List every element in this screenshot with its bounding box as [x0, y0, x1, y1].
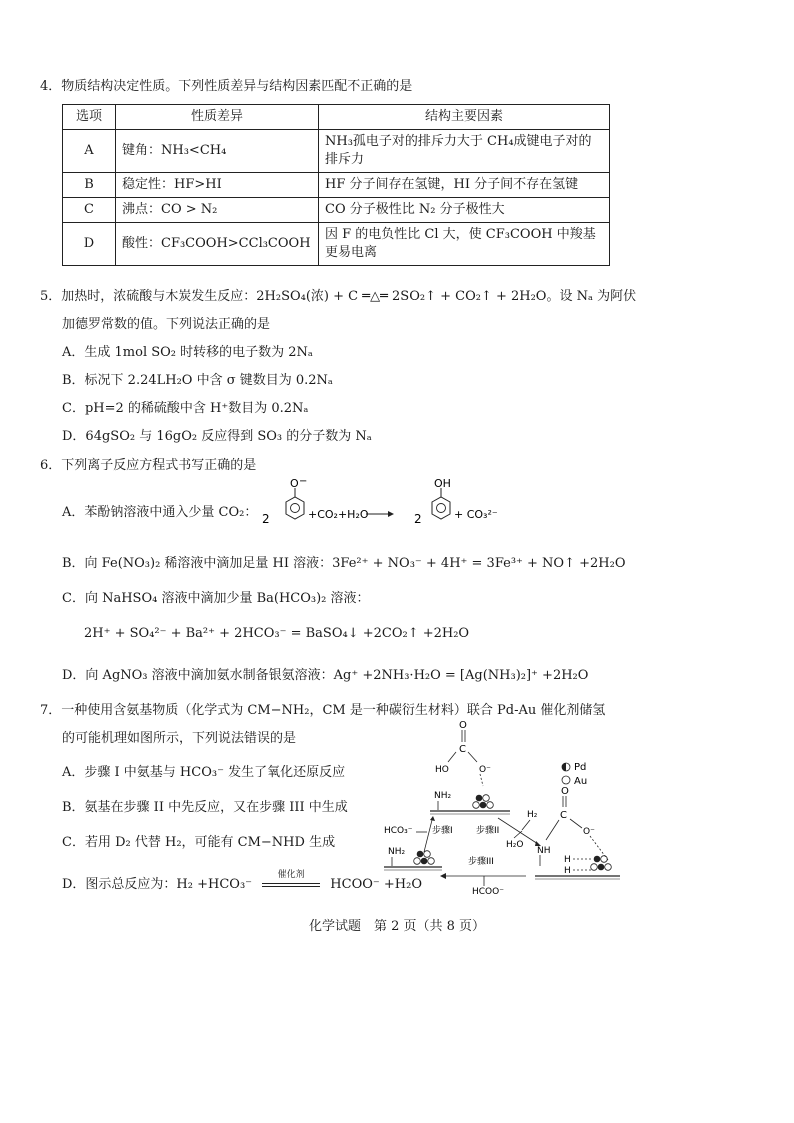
svg-text:O: O [290, 478, 299, 490]
row-reason: CO 分子极性比 N₂ 分子极性大 [319, 198, 610, 223]
row-difference: 稳定性：HF>HI [116, 173, 319, 198]
header-option: 选项 [63, 105, 116, 130]
row-option: C [63, 198, 116, 223]
svg-text:步骤II: 步骤II [476, 826, 500, 836]
q7-stem-line1: 7．一种使用含氨基物质（化学式为 CM−NH₂，CM 是一种碳衍生材料）联合 Pd-Au 催化剂储氢 [40, 703, 606, 718]
svg-text:NH: NH [537, 846, 551, 856]
row-reason: 因 F 的电负性比 Cl 大，使 CF₃COOH 中羧基更易电离 [319, 223, 610, 266]
svg-text:Au: Au [574, 776, 588, 787]
svg-text:O: O [459, 720, 467, 731]
q6-option-a: A．苯酚钠溶液中通入少量 CO₂： [62, 505, 258, 520]
svg-text:HCOO⁻: HCOO⁻ [472, 887, 504, 896]
catalyst-label: 催化剂 [277, 869, 305, 880]
table-header-row [63, 105, 610, 130]
svg-text:步骤I: 步骤I [432, 826, 453, 836]
svg-text:O: O [561, 786, 569, 797]
svg-text:HCO₃⁻: HCO₃⁻ [384, 826, 413, 836]
phenoxide-reaction-diagram [262, 478, 522, 538]
mechanism-diagram [380, 716, 630, 896]
row-difference: 沸点：CO > N₂ [116, 198, 319, 223]
svg-text:2: 2 [414, 512, 422, 526]
svg-text:+ CO₃²⁻: + CO₃²⁻ [454, 508, 498, 521]
row-difference: 酸性：CF₃COOH>CCl₃COOH [116, 223, 319, 266]
row-difference: 键角：NH₃<CH₄ [116, 130, 319, 173]
svg-text:NH₂: NH₂ [434, 791, 452, 801]
svg-text:H: H [564, 866, 571, 876]
svg-text:2: 2 [262, 512, 270, 526]
row-option: D [63, 223, 116, 266]
catalyst-arrow [262, 869, 320, 892]
svg-text:H: H [564, 855, 571, 865]
q6-option-d: D．向 AgNO₃ 溶液中滴加氨水制备银氨溶液：Ag⁺ +2NH₃·H₂O = [Ag(NH₃)₂]⁺ +2H₂O [62, 668, 589, 683]
q5-option-b: B．标况下 2.24LH₂O 中含 σ 键数目为 0.2Nₐ [62, 373, 333, 388]
page-footer: 化学试题 第 2 页（共 8 页） [308, 919, 486, 934]
table-row [63, 173, 610, 198]
row-option: A [63, 130, 116, 173]
header-difference: 性质差异 [116, 105, 319, 130]
svg-text:−: − [299, 478, 308, 487]
svg-text:OH: OH [434, 478, 451, 490]
q6-option-c-equation: 2H⁺ + SO₄²⁻ + Ba²⁺ + 2HCO₃⁻ = BaSO₄↓ +2CO₂↑ +2H₂O [84, 626, 470, 641]
q7-option-d-lhs: D．图示总反应为：H₂ +HCO₃⁻ [62, 877, 253, 892]
svg-text:H₂O: H₂O [506, 840, 524, 850]
svg-text:O⁻: O⁻ [479, 765, 491, 775]
q7-option-d-rhs: HCOO⁻ +H₂O [330, 877, 422, 892]
q5-option-a: A．生成 1mol SO₂ 时转移的电子数为 2Nₐ [62, 345, 313, 360]
q7-option-c: C．若用 D₂ 代替 H₂，可能有 CM−NHD 生成 [62, 835, 336, 850]
q4-stem: 4．物质结构决定性质。下列性质差异与结构因素匹配不正确的是 [40, 79, 413, 94]
q5-option-c: C．pH=2 的稀硫酸中含 H⁺数目为 0.2Nₐ [62, 401, 309, 416]
svg-text:HO: HO [435, 765, 449, 775]
row-option: B [63, 173, 116, 198]
q5-option-d: D．64gSO₂ 与 16gO₂ 反应得到 SO₃ 的分子数为 Nₐ [62, 429, 372, 444]
svg-text:H₂: H₂ [527, 810, 538, 820]
q6-option-b: B．向 Fe(NO₃)₂ 稀溶液中滴加足量 HI 溶液：3Fe²⁺ + NO₃⁻ + 4H⁺ = 3Fe³⁺ + NO↑ +2H₂O [62, 556, 626, 571]
svg-text:步骤III: 步骤III [468, 857, 494, 867]
row-reason: NH₃孤电子对的排斥力大于 CH₄成键电子对的排斥力 [319, 130, 610, 173]
q4-table [62, 104, 610, 266]
svg-text:O⁻: O⁻ [583, 827, 595, 837]
q7-option-d [62, 869, 422, 894]
q5-stem-line1: 5．加热时，浓硫酸与木炭发生反应：2H₂SO₄(浓) + C ═△═ 2SO₂↑ + CO₂↑ + 2H₂O。设 Nₐ 为阿伏 [40, 289, 637, 304]
q6-option-c: C．向 NaHSO₄ 溶液中滴加少量 Ba(HCO₃)₂ 溶液： [62, 591, 370, 606]
row-reason: HF 分子间存在氢键，HI 分子间不存在氢键 [319, 173, 610, 198]
q5-stem-line2: 加德罗常数的值。下列说法正确的是 [62, 317, 271, 332]
q7-stem-line2: 的可能机理如图所示，下列说法错误的是 [62, 731, 297, 746]
table-row [63, 130, 610, 173]
q7-option-b: B．氨基在步骤 II 中先反应，又在步骤 III 中生成 [62, 800, 348, 815]
q7-option-a: A．步骤 I 中氨基与 HCO₃⁻ 发生了氧化还原反应 [62, 765, 346, 780]
svg-text:Pd: Pd [574, 762, 587, 773]
table-row [63, 223, 610, 266]
header-reason: 结构主要因素 [319, 105, 610, 130]
svg-text:C: C [459, 744, 466, 755]
q6-stem: 6．下列离子反应方程式书写正确的是 [40, 458, 257, 473]
svg-text:+CO₂+H₂O: +CO₂+H₂O [308, 508, 369, 521]
svg-text:C: C [560, 810, 567, 821]
svg-text:NH₂: NH₂ [388, 847, 406, 857]
table-row [63, 198, 610, 223]
